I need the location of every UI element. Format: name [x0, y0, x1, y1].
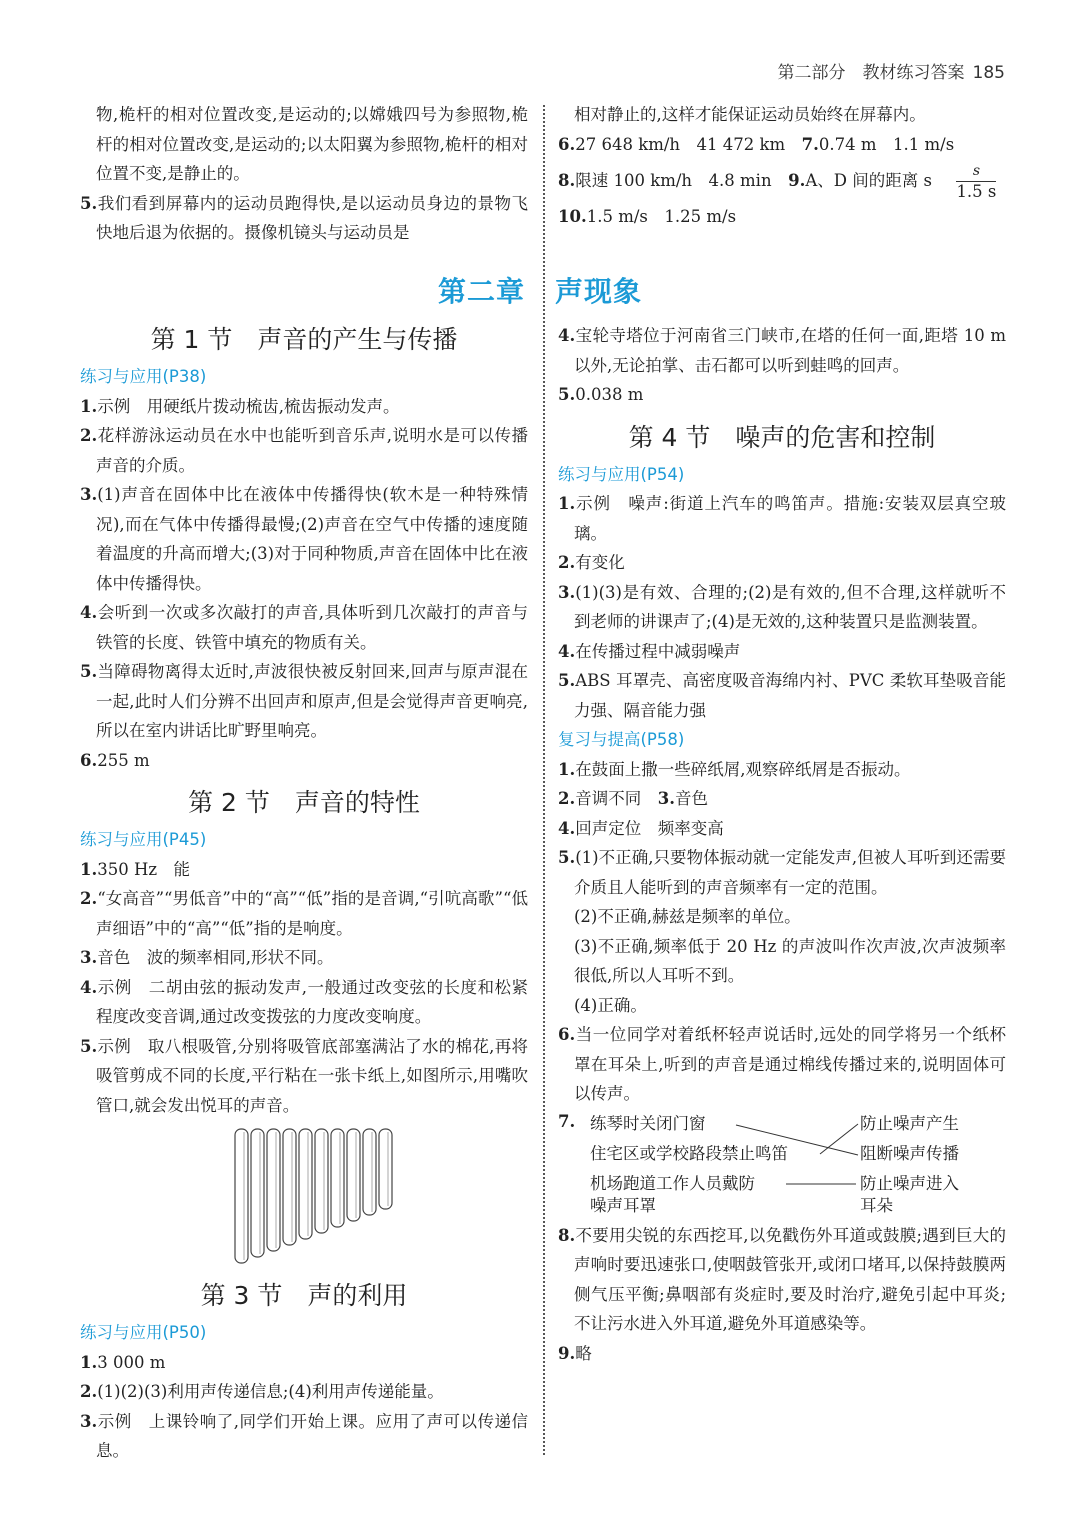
answer-item	[558, 578, 1006, 637]
answer-text: (1)(3)是有效、合理的;(2)是有效的,但不合理,这样就听不到老师的讲课声了;(4)是无效的,这种装置只是监测装置。	[574, 582, 1006, 631]
answer-text: (1)(2)(3)利用声传递信息;(4)利用声传递能量。	[97, 1382, 444, 1401]
answer-item	[558, 1221, 1006, 1339]
item-number: 5.	[558, 848, 576, 867]
answer-text: (3)不正确,频率低于 20 Hz 的声波叫作次声波,次声波频率很低,所以人耳听不到。	[574, 936, 1006, 985]
answer-text: 有变化	[575, 553, 625, 572]
answer-item	[80, 189, 528, 248]
item-number: 7.	[558, 1111, 576, 1131]
match-left-item: 噪声耳罩	[590, 1195, 656, 1215]
answer-item	[80, 1348, 528, 1378]
answer-text: 27 648 km/h 41 472 km	[575, 134, 802, 154]
item-number: 7.	[801, 134, 819, 154]
answer-item	[80, 855, 528, 885]
answer-item	[558, 843, 1006, 902]
answer-text: 宝轮寺塔位于河南省三门峡市,在塔的任何一面,距塔 10 m 以外,无论拍掌、击石都可以听到蛙鸣的回声。	[574, 326, 1006, 375]
answer-text: 限速 100 km/h 4.8 min	[575, 171, 789, 190]
chapter-number: 第二章	[437, 275, 525, 308]
item-number: 2.	[558, 789, 576, 808]
answer-text: 1.5 m/s 1.25 m/s	[586, 207, 737, 226]
right-column	[558, 321, 1006, 1368]
answer-item	[558, 755, 1006, 785]
answer-text: 350 Hz 能	[97, 859, 191, 879]
section-title: 第 3 节 声的利用	[200, 1281, 408, 1310]
answer-item	[558, 991, 1006, 1021]
answer-text: 相对静止的,这样才能保证运动员始终在屏幕内。	[574, 105, 926, 124]
item-number: 9.	[558, 1343, 576, 1363]
answer-text: 物,桅杆的相对位置改变,是运动的;以嫦娥四号为参照物,桅杆的相对位置改变,是运动的;以太阳翼为参照物,桅杆的相对位置不变,是静止的。	[96, 105, 528, 183]
exercise-heading: 练习与应用(P45)	[80, 830, 207, 849]
answer-text: (1)不正确,只要物体振动就一定能发声,但被人耳听到还需要介质且人能听到的声音频率有一定的范围。	[574, 848, 1006, 897]
item-number: 3.	[80, 948, 98, 967]
answer-item	[80, 943, 528, 973]
answer-text: 示例 上课铃响了,同学们开始上课。应用了声可以传递信息。	[96, 1411, 528, 1460]
item-number: 6.	[558, 1025, 576, 1044]
item-number: 2.	[558, 553, 576, 572]
answer-text: 我们看到屏幕内的运动员跑得快,是以运动员身边的景物飞快地后退为依据的。摄像机镜头与运动员是	[96, 193, 528, 242]
item-number: 6.	[558, 134, 576, 154]
answer-text: 略	[575, 1343, 592, 1363]
match-right-item: 耳朵	[860, 1195, 893, 1215]
item-number: 2.	[80, 1382, 98, 1401]
match-right-item: 阻断噪声传播	[860, 1143, 959, 1163]
matching-diagram	[558, 1109, 1006, 1221]
match-left-item: 练琴时关闭门窗	[590, 1113, 706, 1133]
answer-item	[558, 100, 1006, 130]
answer-item	[558, 784, 1006, 814]
item-number: 5.	[558, 671, 576, 690]
answer-text: 当一位同学对着纸杯轻声说话时,远处的同学将另一个纸杯罩在耳朵上,听到的声音是通过棉线传播过来的,说明固体可以传声。	[574, 1025, 1006, 1103]
item-number: 8.	[558, 171, 576, 190]
match-left-item: 住宅区或学校路段禁止鸣笛	[590, 1143, 788, 1163]
matching-lines	[558, 1109, 1006, 1221]
answer-item	[558, 666, 1006, 725]
exercise-heading: 练习与应用(P50)	[80, 1323, 207, 1342]
item-number: 5.	[80, 193, 98, 213]
section-title: 第 4 节 噪声的危害和控制	[628, 422, 936, 452]
answer-text: 在鼓面上撒一些碎纸屑,观察碎纸屑是否振动。	[575, 759, 911, 779]
item-number: 2.	[80, 426, 98, 445]
match-right-item: 防止噪声产生	[860, 1113, 959, 1133]
answer-item	[80, 1377, 528, 1407]
answer-text: 当障碍物离得太近时,声波很快被反射回来,回声与原声混在一起,此时人们分辨不出回声和原声,但是会觉得声音更响亮,所以在室内讲话比旷野里响亮。	[96, 662, 528, 740]
answer-text: 示例 噪声:街道上汽车的鸣笛声。措施:安装双层真空玻璃。	[574, 494, 1006, 543]
item-number: 2.	[80, 889, 98, 908]
answer-text: 不要用尖锐的东西挖耳,以免戳伤外耳道或鼓膜;遇到巨大的声响时要迅速张口,使咽鼓管张开,或闭口堵耳,以保持鼓膜两侧气压平衡;鼻咽部有炎症时,要及时治疗,避免引起中耳炎;不让污水进入外耳道,避免外耳道感染等。	[574, 1225, 1006, 1333]
answer-text: (1)声音在固体中比在液体中传播得快(软木是一种特殊情况),而在气体中传播得最慢;(2)声音在空气中传播的速度随着温度的升高而增大;(3)对于同种物质,声音在固体中比在液体中传播得快。	[96, 485, 528, 593]
answer-item	[558, 902, 1006, 932]
exercise-heading: 练习与应用(P54)	[558, 464, 685, 484]
item-number: 8.	[558, 1225, 576, 1245]
item-number: 1.	[80, 859, 98, 879]
answer-item	[558, 1339, 1006, 1369]
answer-item	[80, 1032, 528, 1121]
left-column	[80, 318, 528, 1466]
answer-text: 在传播过程中减弱噪声	[575, 641, 741, 661]
item-number: 10.	[558, 207, 587, 226]
answer-text: 示例 用硬纸片拨动梳齿,梳齿振动发声。	[97, 396, 400, 416]
answer-item	[80, 973, 528, 1032]
item-number: 5.	[80, 662, 98, 681]
answer-text: 音调不同	[575, 789, 658, 808]
answer-item	[80, 421, 528, 480]
top-right-block	[558, 100, 1006, 232]
page-header	[778, 58, 1005, 83]
answer-item	[558, 1020, 1006, 1109]
answer-text: 花样游泳运动员在水中也能听到音乐声,说明水是可以传播声音的介质。	[96, 426, 528, 475]
item-number: 1.	[80, 396, 98, 416]
fraction-denominator: 1.5 s	[956, 182, 997, 201]
match-left-item: 机场跑道工作人员戴防	[590, 1173, 755, 1193]
page-number: 185	[972, 63, 1005, 83]
match-right-item: 防止噪声进入	[860, 1173, 959, 1193]
item-number: 1.	[80, 1352, 98, 1372]
item-number: 4.	[80, 977, 98, 997]
chapter-title	[0, 270, 1080, 310]
answer-text: “女高音”“男低音”中的“高”“低”指的是音调,“引吭高歌”“低声细语”中的“高”“低”指的是响度。	[96, 889, 528, 938]
answer-item	[558, 159, 1006, 202]
section-title: 第 2 节 声音的特性	[188, 788, 420, 817]
straw-panpipe-figure	[80, 1126, 528, 1268]
answer-item	[558, 489, 1006, 548]
answer-text: (2)不正确,赫兹是频率的单位。	[574, 907, 801, 926]
answer-item	[558, 380, 1006, 410]
exercise-heading: 练习与应用(P38)	[80, 367, 207, 386]
exercise-heading: 复习与提高(P58)	[558, 730, 685, 749]
answer-item	[80, 884, 528, 943]
running-title: 第二部分 教材练习答案	[777, 63, 965, 83]
answer-item	[558, 130, 1006, 160]
answer-item	[80, 100, 528, 189]
answer-text: 示例 二胡由弦的振动发声,一般通过改变弦的长度和松紧程度改变音调,通过改变拨弦的力度改变响度。	[96, 977, 528, 1026]
answer-text: 回声定位 频率变高	[575, 818, 724, 838]
answer-item	[558, 321, 1006, 380]
item-number: 3.	[80, 485, 98, 504]
answer-text: 0.74 m 1.1 m/s	[818, 134, 955, 154]
item-number: 4.	[558, 641, 576, 661]
answer-item	[558, 202, 1006, 232]
item-number: 9.	[788, 171, 806, 190]
answer-item	[558, 548, 1006, 578]
answer-text: 音色 波的频率相同,形状不同。	[97, 948, 334, 967]
fraction	[956, 161, 996, 202]
answer-text: 示例 取八根吸管,分别将吸管底部塞满沾了水的棉花,再将吸管剪成不同的长度,平行粘在一张卡纸上,如图所示,用嘴吹管口,就会发出悦耳的声音。	[96, 1036, 528, 1115]
item-number: 1.	[558, 494, 576, 513]
answer-text: 音色	[674, 789, 708, 808]
answer-item	[558, 814, 1006, 844]
answer-item	[558, 932, 1006, 991]
answer-item	[80, 598, 528, 657]
chapter-name: 声现象	[555, 275, 643, 308]
answer-item	[80, 1407, 528, 1466]
answer-text: (4)正确。	[574, 995, 647, 1015]
answer-item	[558, 637, 1006, 667]
answer-text: 3 000 m	[97, 1352, 166, 1372]
answer-text: 0.038 m	[575, 385, 644, 404]
item-number: 4.	[80, 603, 98, 622]
answer-item	[80, 657, 528, 746]
fraction-numerator: s	[956, 161, 996, 182]
item-number: 5.	[558, 385, 576, 404]
top-left-block	[80, 100, 528, 248]
item-number: 3.	[558, 582, 576, 602]
answer-text: ABS 耳罩壳、高密度吸音海绵内衬、PVC 柔软耳垫吸音能力强、隔音能力强	[574, 671, 1006, 720]
item-number: 6.	[80, 750, 98, 770]
section-title: 第 1 节 声音的产生与传播	[150, 325, 458, 354]
answer-text: 会听到一次或多次敲打的声音,具体听到几次敲打的声音与铁管的长度、铁管中填充的物质有关。	[96, 603, 528, 652]
answer-text: A、D 间的距离 s	[805, 171, 949, 190]
answer-item	[80, 746, 528, 776]
item-number: 3.	[657, 789, 675, 808]
answer-text: 255 m	[97, 750, 150, 770]
item-number: 4.	[558, 818, 576, 838]
item-number: 4.	[558, 326, 576, 345]
item-number: 3.	[80, 1411, 98, 1431]
answer-item	[80, 392, 528, 422]
item-number: 1.	[558, 759, 576, 779]
item-number: 5.	[80, 1036, 98, 1056]
answer-item	[80, 480, 528, 598]
